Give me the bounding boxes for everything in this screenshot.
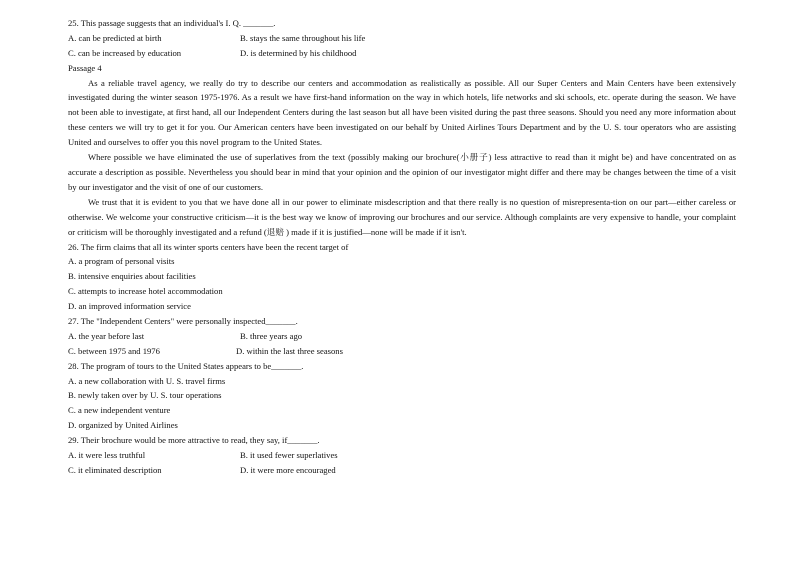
question-25-option-a: A. can be predicted at birth — [68, 32, 162, 43]
passage-paragraph-3: We trust that it is evident to you that we have done all in our power to eliminate misdescription and that there really is no question of misrepresenta-tion on our part—either careless or otherwise. We welcome your constructive criticism—it is the best way we know of improving our brochures and our service. Although complaints are very expensive to handle, your complaint or criticism will be thoroughly investigated and a refund (退赔 ) made if it is justified—none will be made if it isn't. — [68, 196, 736, 237]
question-28-stem: 28. The program of tours to the United States appears to be_______. — [68, 360, 304, 371]
question-27-option-c: C. between 1975 and 1976 — [68, 345, 160, 356]
question-25-options-row-1 — [68, 31, 736, 46]
question-28-option-b: B. newly taken over by U. S. tour operations — [68, 390, 222, 401]
question-25-option-b: B. stays the same throughout his life — [240, 32, 366, 43]
passage-paragraph-1: As a reliable travel agency, we really do try to describe our centers and accommodation as realistically as possible. All our Super Centers and Main Centers have been extensively investigated during the winter season 1975-1976. As a result we have first-hand information on the way in which hotels, life networks and ski schools, etc. operate during the season. We have not been able to investigate, at first hand, all our Independent Centers during the last season but all have been visited during the past three seasons. Should you need any more information about these centers we will try to get it for you. Our American centers have been investigated on our behalf by United Airlines Tours Department and by the U. S. tour operators who are assisting United and ourselves to offer you this novel program to the United States. — [68, 77, 736, 148]
question-25-option-c: C. can be increased by education — [68, 47, 182, 58]
question-25-option-d: D. is determined by his childhood — [240, 47, 357, 58]
question-27-stem: 27. The "Independent Centers" were personally inspected_______. — [68, 315, 298, 326]
question-29-option-c: C. it eliminated description — [68, 464, 162, 475]
question-26-option-d: D. an improved information service — [68, 301, 191, 312]
question-26-stem: 26. The firm claims that all its winter sports centers have been the recent target of — [68, 241, 349, 252]
passage-paragraph-2: Where possible we have eliminated the use of superlatives from the text (possibly making our brochure(小册子) less attractive to read than it might be) and have concentrated on as accurate a description as possible. Nevertheless you should bear in mind that your opinion and the opinion of our investigator might differ and there may be changes between the time of a visit by our investigator and the visit of one of our customers. — [68, 152, 736, 192]
question-27-option-a: A. the year before last — [68, 330, 145, 341]
question-27-option-b: B. three years ago — [240, 330, 303, 341]
question-29-option-b: B. it used fewer superlatives — [240, 450, 338, 460]
question-29-options-row-1 — [68, 448, 736, 463]
question-28-option-a: A. a new collaboration with U. S. travel firms — [68, 375, 226, 386]
passage-heading: Passage 4 — [68, 62, 102, 73]
question-28-option-c: C. a new independent venture — [68, 405, 171, 416]
question-25-stem: 25. This passage suggests that an individual's I. Q. _______. — [68, 18, 276, 28]
document-page — [68, 16, 736, 478]
question-26-option-c: C. attempts to increase hotel accommodation — [68, 286, 223, 297]
question-29-options-row-2 — [68, 463, 736, 478]
question-27-options-row-2 — [68, 344, 736, 359]
question-26-option-b: B. intensive enquiries about facilities — [68, 271, 196, 282]
question-27-options-row-1 — [68, 329, 736, 344]
question-27-option-d: D. within the last three seasons — [236, 345, 343, 356]
question-29-option-a: A. it were less truthful — [68, 450, 146, 460]
question-29-stem: 29. Their brochure would be more attractive to read, they say, if_______. — [68, 435, 320, 446]
question-28-option-d: D. organized by United Airlines — [68, 420, 178, 431]
question-29-option-d: D. it were more encouraged — [240, 464, 336, 475]
question-26-option-a: A. a program of personal visits — [68, 256, 175, 267]
question-25-options-row-2 — [68, 46, 736, 61]
